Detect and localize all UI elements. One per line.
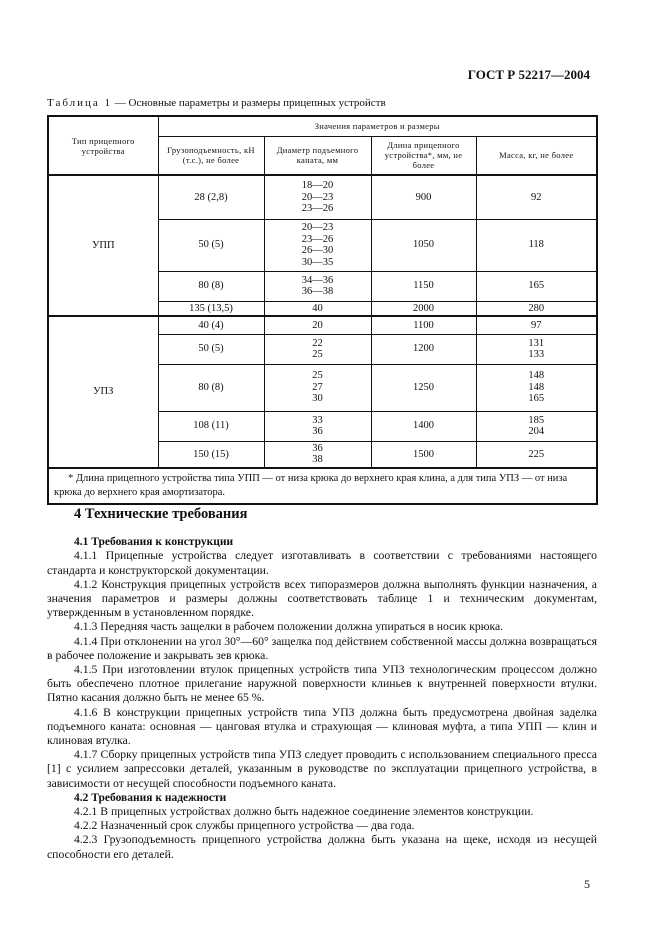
table-caption-text: — Основные параметры и размеры прицепных устройств [112,97,386,109]
cell-diameter: 20 [264,316,371,334]
cell-capacity: 150 (15) [158,441,264,468]
paragraph-4-1-1: 4.1.1 Прицепные устройства следует изготавливать в соответствии с требованиями настоящего стандарта и конструкторской документации. [47,549,597,577]
header-mass: Масса, кг, не более [476,136,597,175]
cell-mass: 97 [476,316,597,334]
cell-mass: 165 [476,271,597,301]
cell-capacity: 28 (2,8) [158,175,264,219]
cell-length: 900 [371,175,476,219]
cell-mass: 92 [476,175,597,219]
header-type: Тип прицепного устройства [48,116,158,175]
cell-capacity: 50 (5) [158,219,264,271]
table-footnote: * Длина прицепного устройства типа УПП — от низа крюка до верхнего края клина, а для типа УПЗ — от низа крюка до верхнего края амортизатора. [48,468,597,504]
document-number: ГОСТ Р 52217—2004 [467,67,590,82]
cell-diameter: 20—23 23—26 26—30 30—35 [264,219,371,271]
cell-length: 1050 [371,219,476,271]
cell-mass: 280 [476,301,597,316]
header-length: Длина прицепного устройства*, мм, не более [371,136,476,175]
paragraph-4-1-2: 4.1.2 Конструкция прицепных устройств всех типоразмеров должна выполнять функции назначения, а значения параметров и размеры должны соответствовать таблице 1 и техническим документам, утвержденным в установленном порядке. [47,577,597,620]
paragraph-4-1-3: 4.1.3 Передняя часть защелки в рабочем положении должна упираться в носик крюка. [74,620,504,634]
cell-length: 1500 [371,441,476,468]
cell-length: 1250 [371,364,476,411]
cell-diameter: 40 [264,301,371,316]
paragraph-4-2-1: 4.2.1 В прицепных устройствах должно быть надежное соединение элементов конструкции. [74,805,534,819]
cell-capacity: 108 (11) [158,411,264,441]
table-row [48,175,597,219]
cell-capacity: 40 (4) [158,316,264,334]
paragraph-4-1-4: 4.1.4 При отклонении на угол 30°—60° защелка под действием собственной массы должна возвращаться в рабочее положение и закрывать зев крюка. [47,634,597,662]
header-diameter: Диаметр подъемного каната, мм [264,136,371,175]
parameters-table [47,115,598,505]
cell-length: 1100 [371,316,476,334]
cell-length: 1200 [371,334,476,364]
paragraph-4-1-7: 4.1.7 Сборку прицепных устройств типа УПЗ следует проводить с использованием специального пресса [1] с усилием запрессовки деталей, указанным в руководстве по эксплуатации прицепного устройства, в зависимости от несущей способности подъемного каната. [47,748,597,790]
cell-mass: 185 204 [476,411,597,441]
cell-diameter: 34—36 36—38 [264,271,371,301]
cell-diameter: 25 27 30 [264,364,371,411]
page-number: 5 [584,877,590,891]
cell-mass: 225 [476,441,597,468]
cell-capacity: 80 (8) [158,271,264,301]
table-footnote-row [48,468,597,504]
table-caption [47,97,386,109]
cell-length: 1400 [371,411,476,441]
paragraph-4-1-6: 4.1.6 В конструкции прицепных устройств типа УПЗ должна быть предусмотрена двойная заделка подъемного каната: основная — цанговая втулка и страхующая — клиновая муфта, а типа УПП — клин и клиновая втулка. [47,705,597,748]
cell-capacity: 80 (8) [158,364,264,411]
header-capacity: Грузоподъемность, кН (т.с.), не более [158,136,264,175]
cell-diameter: 33 36 [264,411,371,441]
paragraph-4-2-3: 4.2.3 Грузоподъемность прицепного устройства должна быть указана на щеке, исходя из несущей способности его деталей. [47,833,597,861]
cell-diameter: 36 38 [264,441,371,468]
table-caption-label: Таблица 1 [47,97,113,109]
paragraph-4-2-2: 4.2.2 Назначенный срок службы прицепного устройства — два года. [74,819,415,833]
section-4 [47,507,597,862]
cell-capacity: 50 (5) [158,334,264,364]
paragraph-4-1-5: 4.1.5 При изготовлении втулок прицепных устройств типа УПЗ технологическим процессом должно быть обеспечено плотное прилегание наружной поверхности клиньев к внутренней поверхности втулки. Пятно касания должно быть не менее 65 %. [47,663,597,705]
table-row [48,316,597,334]
subsection-4-1-title: 4.1 Требования к конструкции [74,536,234,549]
subsection-4-2-title: 4.2 Требования к надежности [74,791,227,804]
cell-mass: 148 148 165 [476,364,597,411]
cell-length: 1150 [371,271,476,301]
section-title: 4 Технические требования [74,506,248,522]
header-group: Значения параметров и размеры [158,116,597,136]
cell-diameter: 22 25 [264,334,371,364]
cell-length: 2000 [371,301,476,316]
cell-mass: 131 133 [476,334,597,364]
cell-type: УПП [48,175,158,316]
cell-mass: 118 [476,219,597,271]
cell-capacity: 135 (13,5) [158,301,264,316]
cell-type: УПЗ [48,316,158,468]
cell-diameter: 18—20 20—23 23—26 [264,175,371,219]
